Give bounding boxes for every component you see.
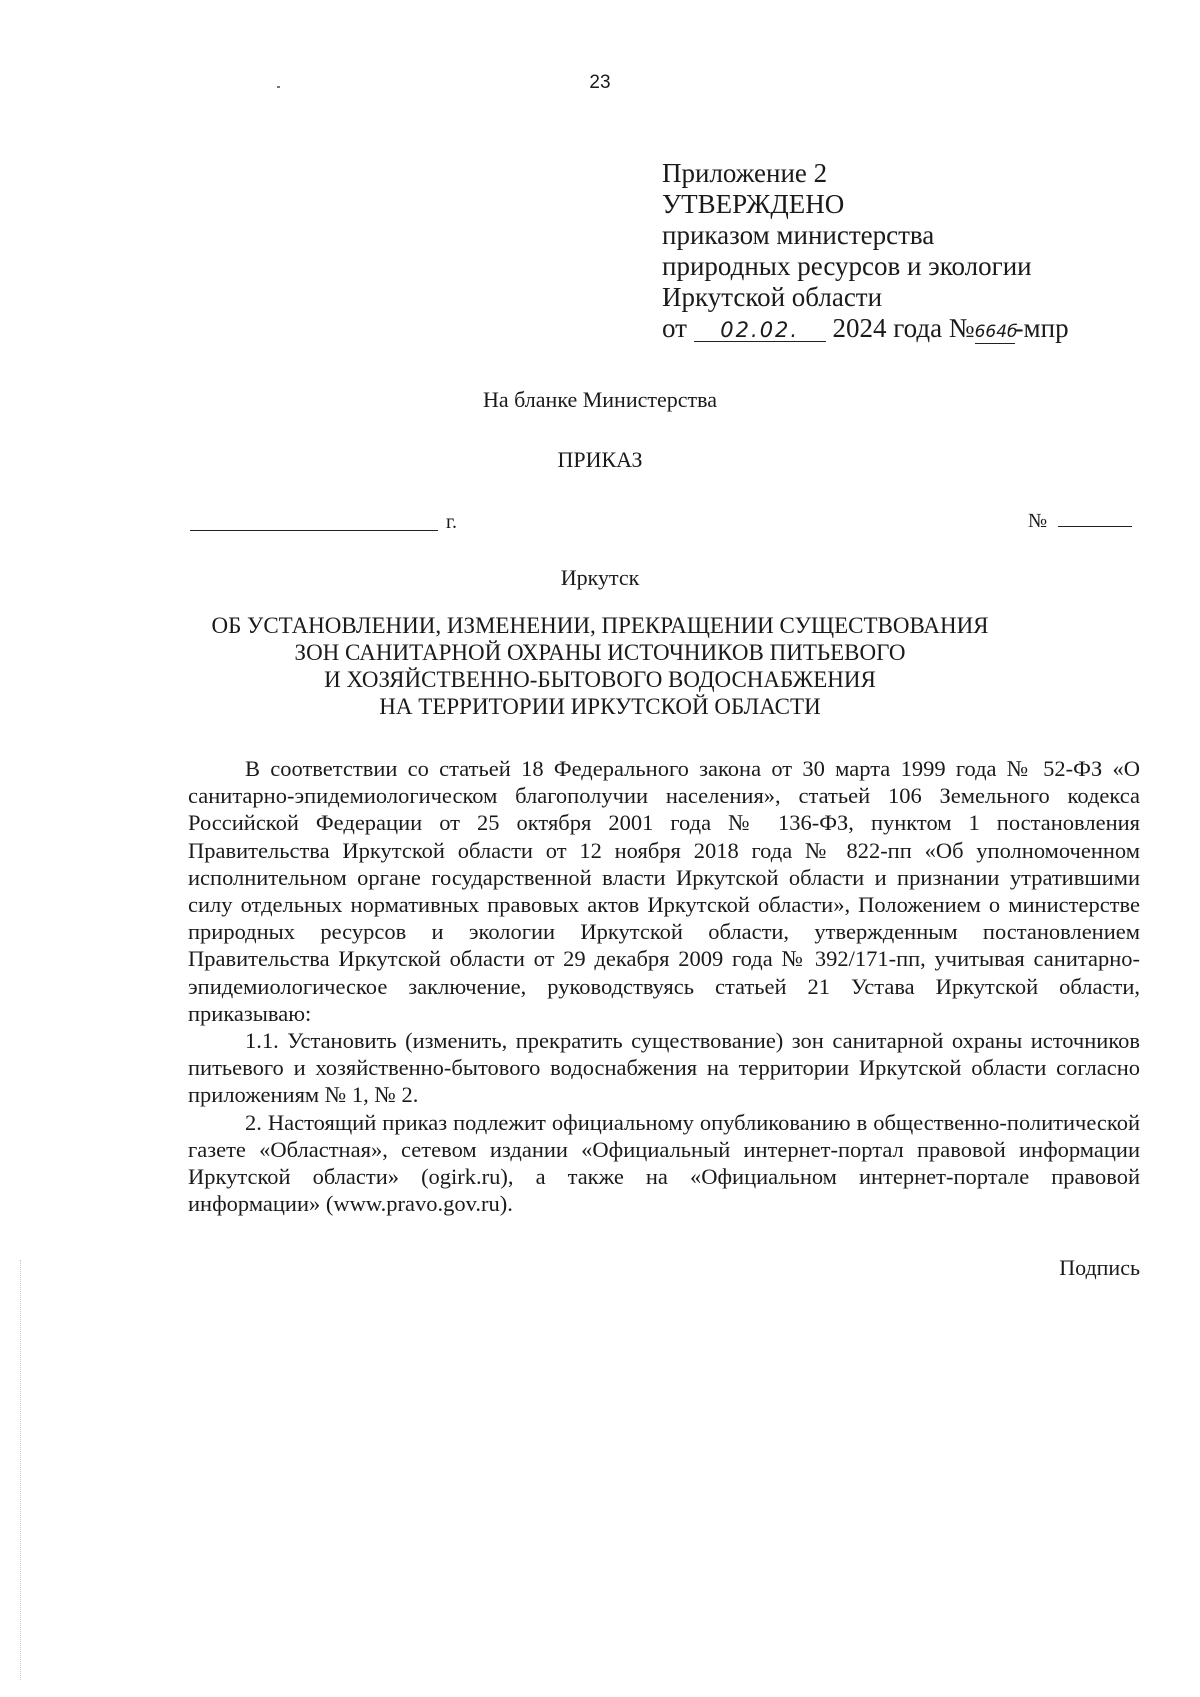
approved-stamp-text: УТВЕРЖДЕНО: [662, 189, 845, 219]
approval-annex-block: [662, 158, 1069, 344]
title-line: ЗОН САНИТАРНОЙ ОХРАНЫ ИСТОЧНИКОВ ПИТЬЕВОГО: [294, 640, 906, 665]
handwritten-date: 02.02.: [694, 319, 826, 342]
scan-edge-artifact: [20, 1260, 22, 1680]
city-name: Иркутск: [560, 565, 640, 590]
page-number: 23: [589, 72, 611, 93]
document-title: [0, 612, 1200, 720]
signature-label: Подпись: [1059, 1255, 1140, 1280]
year-text: 2024 года №: [832, 313, 975, 343]
number-field-prefix: №: [1028, 510, 1048, 532]
annex-line-region: Иркутской области: [662, 282, 883, 312]
handwritten-order-number: 664б: [974, 322, 1018, 342]
preamble-paragraph: В соответствии со статьей 18 Федерального закона от 30 марта 1999 года № 52-ФЗ «О санитарно-эпидемиологическом благополучии населения», статьей 106 Земельного кодекса Российской Федерации от 25 октября 2001 года № 136-ФЗ, пунктом 1 постановления Правительства Иркутской области от 12 ноября 2018 года № 822-пп «Об уполномоченном исполнительном органе государственной власти Иркутской области и признании утратившими силу отдельных нормативных правовых актов Иркутской области», Положением о министерстве природных ресурсов и экологии Иркутской области, утвержденным постановлением Правительства Иркутской области от 29 декабря 2009 года № 392/171-пп, учитывая санитарно-эпидемиологическое заключение, руководствуясь статьей 21 Устава Иркутской области, приказываю:: [188, 756, 1140, 1026]
date-field-suffix: г.: [446, 511, 457, 533]
order-heading: ПРИКАЗ: [557, 447, 643, 472]
number-blank-line: [1058, 526, 1132, 527]
number-suffix: -мпр: [1014, 313, 1069, 343]
annex-line-order: приказом министерства: [662, 220, 935, 250]
title-line: ОБ УСТАНОВЛЕНИИ, ИЗМЕНЕНИИ, ПРЕКРАЩЕНИИ СУЩЕСТВОВАНИЯ: [211, 613, 989, 638]
annex-date-line: [662, 313, 1069, 344]
title-line: НА ТЕРРИТОРИИ ИРКУТСКОЙ ОБЛАСТИ: [379, 694, 821, 719]
date-blank-line: [190, 530, 438, 531]
title-line: И ХОЗЯЙСТВЕННО-БЫТОВОГО ВОДОСНАБЖЕНИЯ: [324, 667, 876, 692]
clause-2-paragraph: 2. Настоящий приказ подлежит официальному опубликованию в общественно-политической газете «Областная», сетевом издании «Официальный интернет-портал правовой информации Иркутской области» (ogirk.ru), а также на «Официальном интернет-портале правовой информации» (www.pravo.gov.ru).: [188, 1109, 1140, 1217]
annex-number: Приложение 2: [662, 158, 828, 188]
document-body: [188, 755, 1140, 1217]
clause-1-1-paragraph: 1.1. Установить (изменить, прекратить существование) зон санитарной охраны источников питьевого и хозяйственно-бытового водоснабжения на территории Иркутской области согласно приложениям № 1, № 2.: [188, 1028, 1140, 1108]
annex-line-ministry: природных ресурсов и экологии: [662, 251, 1032, 281]
date-prefix: от: [662, 313, 687, 343]
letterhead-note: На бланке Министерства: [483, 387, 717, 412]
